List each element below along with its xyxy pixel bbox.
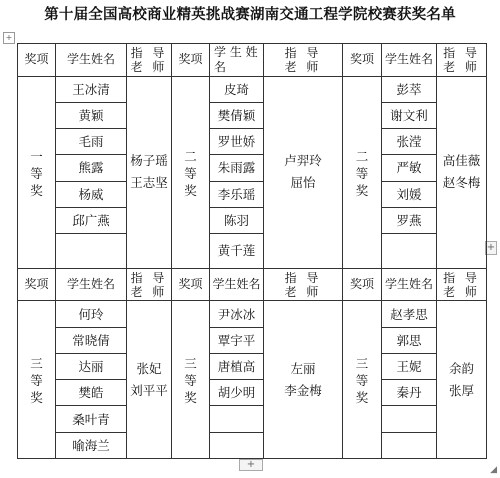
table-row: [18, 129, 487, 155]
student-name-cell: 郭思: [382, 327, 437, 353]
third-prize-label-a: [18, 301, 56, 459]
header-student-name: 学生姓名: [382, 268, 437, 301]
table-row: [18, 327, 487, 353]
student-name-cell: 邱广燕: [56, 207, 127, 233]
prize-char: 奖: [355, 182, 369, 198]
student-name-cell: 黄颖: [56, 102, 127, 128]
table-row: [18, 380, 487, 406]
student-name-cell: 彭萃: [382, 76, 437, 102]
student-name-cell: 黄千莲: [210, 234, 264, 269]
document-title: 第十届全国高校商业精英挑战赛湖南交通工程学院校赛获奖名单: [44, 6, 456, 23]
header-row-second: [18, 268, 487, 301]
header-award: 奖项: [343, 268, 382, 301]
second-prize-teachers-a: [264, 76, 343, 268]
header-teacher-line1: 指 导: [284, 270, 322, 285]
table-row: [18, 301, 487, 327]
student-name-cell: 毛雨: [56, 129, 127, 155]
third-prize-teachers-b: [264, 301, 343, 459]
header-teacher-line2: 老 师: [130, 284, 168, 299]
header-student-split-2: 名: [214, 59, 227, 74]
header-teacher-line1: 指 导: [130, 45, 168, 60]
teacher-name: 卢羿玲: [284, 153, 322, 169]
header-student-name: 学生姓名: [210, 268, 264, 301]
prize-char: 奖: [30, 390, 43, 406]
second-prize-teachers-b: [437, 76, 487, 268]
teacher-name: 赵冬梅: [442, 175, 481, 191]
student-name-cell: 唐植高: [210, 353, 264, 379]
awards-table: [17, 43, 487, 459]
table-row: [18, 406, 487, 432]
table-row: [18, 102, 487, 128]
header-row-first: [18, 44, 487, 77]
header-student-name: 学生姓名: [382, 44, 437, 77]
student-name-cell: 樊倩颖: [210, 102, 264, 128]
student-name-cell: [210, 406, 264, 432]
student-name-cell: 尹冰冰: [210, 301, 264, 327]
prize-char: 二: [355, 148, 369, 164]
header-award: 奖项: [343, 44, 382, 77]
header-teacher: [437, 268, 487, 301]
student-name-cell: [382, 234, 437, 269]
header-student-name: 学生姓名: [56, 44, 127, 77]
table-row: [18, 181, 487, 207]
second-prize-label-b: [343, 76, 382, 268]
student-name-cell: 陈羽: [210, 207, 264, 233]
first-prize-label: [18, 76, 56, 268]
student-name-cell: 达丽: [56, 353, 127, 379]
third-prize-teachers-a: [127, 301, 172, 459]
teacher-name: 王志坚: [130, 175, 168, 191]
prize-char: 三: [184, 356, 197, 372]
header-student-split-1: 学 生 姓: [214, 44, 258, 59]
header-award: 奖项: [18, 268, 56, 301]
header-teacher-line1: 指 导: [130, 270, 168, 285]
student-name-cell: 何玲: [56, 301, 127, 327]
table-row: [18, 76, 487, 102]
prize-char: 三: [355, 356, 369, 372]
header-teacher-line2: 老 师: [443, 59, 480, 74]
add-column-icon[interactable]: +: [486, 242, 496, 253]
header-award: 奖项: [18, 44, 56, 77]
prize-char: 等: [355, 165, 369, 181]
prize-char: 等: [184, 165, 197, 181]
header-teacher-line2: 老 师: [284, 59, 322, 74]
third-prize-teachers-c: [437, 301, 487, 459]
student-name-cell: 谢文利: [382, 102, 437, 128]
teacher-name: 屈怡: [290, 175, 316, 191]
third-prize-label-b: [172, 301, 210, 459]
teacher-name: 余韵: [448, 360, 474, 376]
student-name-cell: 覃宇平: [210, 327, 264, 353]
student-name-cell: 王妮: [382, 353, 437, 379]
prize-char: 三: [30, 356, 43, 372]
header-teacher: [264, 44, 343, 77]
prize-char: 等: [355, 373, 369, 389]
header-teacher: [264, 268, 343, 301]
table-move-handle-icon[interactable]: +: [3, 32, 15, 44]
prize-char: 奖: [184, 390, 197, 406]
table-row: [18, 353, 487, 379]
table-row: [18, 155, 487, 181]
second-prize-label-a: [172, 76, 210, 268]
student-name-cell: 熊露: [56, 155, 127, 181]
teacher-name: 高佳薇: [442, 153, 481, 169]
header-teacher-line2: 老 师: [443, 284, 480, 299]
teacher-name: 左丽: [290, 360, 316, 376]
student-name-cell: 罗燕: [382, 207, 437, 233]
header-teacher: [437, 44, 487, 77]
third-prize-label-c: [343, 301, 382, 459]
prize-char: 等: [184, 373, 197, 389]
student-name-cell: 张滢: [382, 129, 437, 155]
student-name-cell: 樊皓: [56, 380, 127, 406]
header-award: 奖项: [172, 268, 210, 301]
student-name-cell: [382, 406, 437, 432]
student-name-cell: [210, 432, 264, 458]
teacher-name: 李金梅: [284, 382, 322, 398]
header-teacher-line2: 老 师: [130, 59, 168, 74]
table-row: [18, 432, 487, 458]
prize-char: 二: [184, 148, 197, 164]
student-name-cell: 罗世娇: [210, 129, 264, 155]
student-name-cell: 皮琦: [210, 76, 264, 102]
prize-char: 等: [30, 373, 43, 389]
student-name-cell: 常晓倩: [56, 327, 127, 353]
header-teacher-line1: 指 导: [443, 45, 480, 60]
header-student-name-split: [210, 44, 264, 77]
prize-char: 奖: [30, 182, 43, 198]
header-student-name: 学生姓名: [56, 268, 127, 301]
prize-char: 奖: [355, 390, 369, 406]
student-name-cell: 李乐瑶: [210, 181, 264, 207]
student-name-cell: [382, 432, 437, 458]
table-resize-icon[interactable]: ◢: [490, 465, 497, 475]
header-teacher-line1: 指 导: [443, 270, 480, 285]
student-name-cell: 刘媛: [382, 181, 437, 207]
student-name-cell: 严敏: [382, 155, 437, 181]
add-row-icon[interactable]: +: [239, 459, 263, 471]
teacher-name: 刘平平: [130, 382, 168, 398]
table-row: [18, 234, 487, 269]
student-name-cell: 喻海兰: [56, 432, 127, 458]
student-name-cell: 胡少明: [210, 380, 264, 406]
teacher-name: 杨子瑶: [130, 153, 168, 169]
student-name-cell: 赵孝思: [382, 301, 437, 327]
header-teacher-line1: 指 导: [284, 45, 322, 60]
teacher-name: 张厚: [448, 382, 474, 398]
teacher-name: 张妃: [136, 360, 162, 376]
student-name-cell: [56, 234, 127, 269]
student-name-cell: 杨威: [56, 181, 127, 207]
student-name-cell: 王冰清: [56, 76, 127, 102]
prize-char: 等: [30, 165, 43, 181]
table-row: [18, 207, 487, 233]
student-name-cell: 秦丹: [382, 380, 437, 406]
header-award: 奖项: [172, 44, 210, 77]
student-name-cell: 朱雨露: [210, 155, 264, 181]
prize-char: 奖: [184, 182, 197, 198]
first-prize-teachers: [127, 76, 172, 268]
header-teacher: [127, 268, 172, 301]
header-teacher: [127, 44, 172, 77]
header-teacher-line2: 老 师: [284, 284, 322, 299]
student-name-cell: 桑叶青: [56, 406, 127, 432]
prize-char: 一: [30, 148, 43, 164]
